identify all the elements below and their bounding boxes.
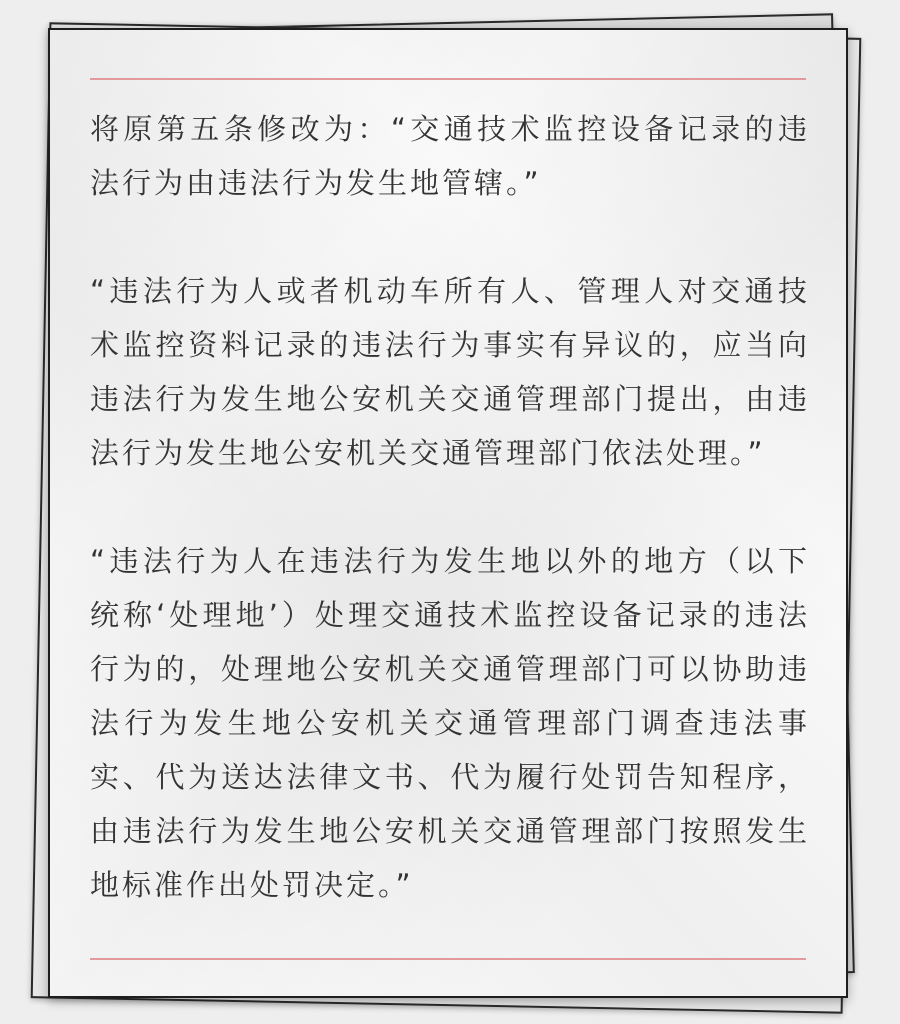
paragraph-amendment: 将原第五条修改为：“交通技术监控设备记录的违法行为由违法行为发生地管辖。” [90,112,810,200]
top-divider [90,78,806,80]
bottom-divider [90,958,806,960]
paper-sheet [48,28,848,998]
paragraph-remote-processing: “违法行为人在违法行为发生地以外的地方（以下统称‘处理地’）处理交通技术监控设备记录的违法行为的，处理地公安机关交通管理部门可以协助违法行为发生地公安机关交通管理部门调查违法事实、代为送达法律文书、代为履行处罚告知程序，由违法行为发生地公安机关交通管理部门按照发生地标准作出处罚决定。” [90,544,810,902]
paragraph-objection: “违法行为人或者机动车所有人、管理人对交通技术监控资料记录的违法行为事实有异议的，应当向违法行为发生地公安机关交通管理部门提出，由违法行为发生地公安机关交通管理部门依法处理。” [90,274,810,470]
document-body [90,102,810,912]
